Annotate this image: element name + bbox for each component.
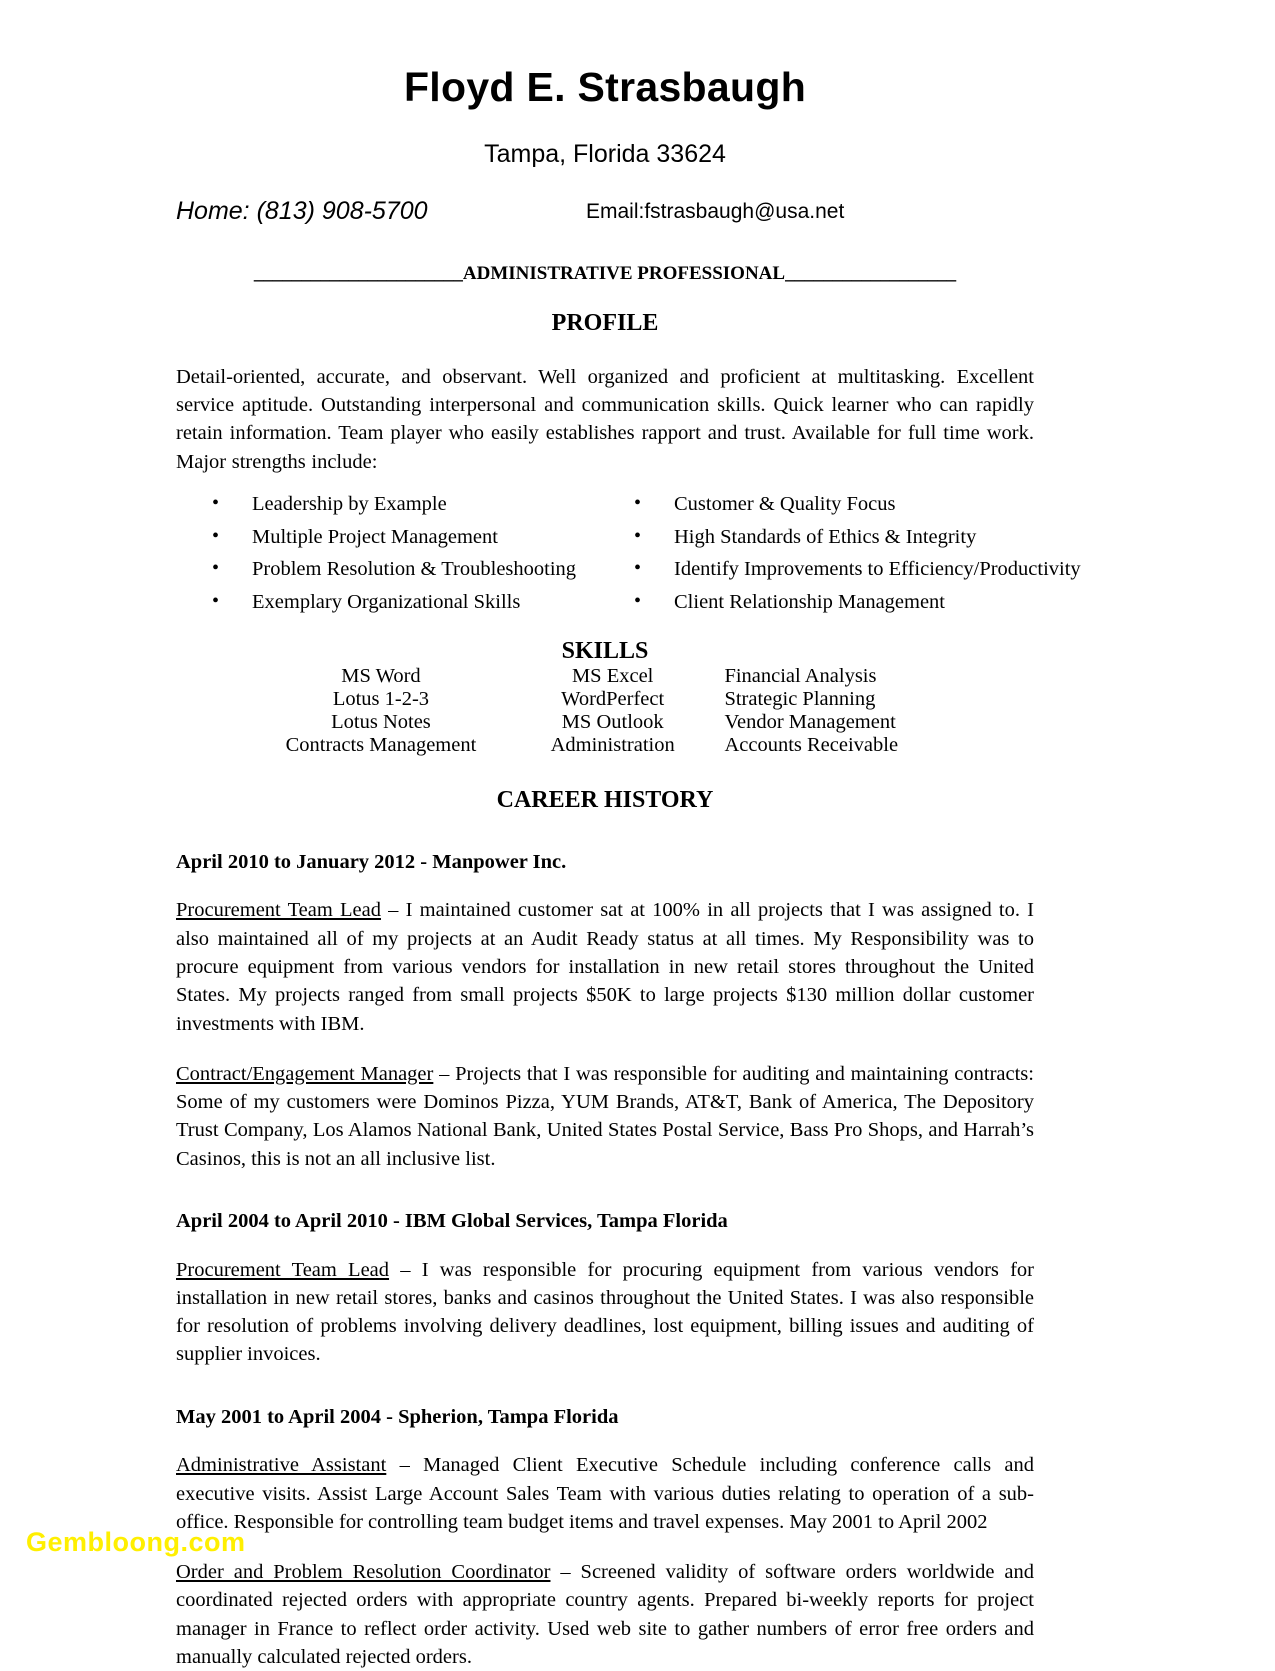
list-item-label: Problem Resolution & Troubleshooting <box>252 558 577 581</box>
candidate-location: Tampa, Florida 33624 <box>484 140 726 169</box>
job-description: – I maintained customer sat at 100% in all projects that I was assigned to. I also maintained all of my projects at an Audit Ready status at all times. My Responsibility was to procure equipment from various vendors for installation in new retail stores throughout the United States. My projects ranged from small projects $50K to large projects $130 million dollar customer investments with IBM. <box>176 899 1035 1035</box>
skills-heading: SKILLS <box>561 638 649 665</box>
home-phone: Home: (813) 908-5700 <box>176 197 428 226</box>
contact-row <box>176 197 1034 243</box>
job-role-title: Administrative Assistant <box>176 1454 387 1477</box>
skill-cell: Lotus 1-2-3 <box>332 687 430 710</box>
skill-cell: MS Excel <box>571 665 654 688</box>
bullet-icon: • <box>634 492 642 515</box>
list-item <box>212 559 596 592</box>
candidate-name: Floyd E. Strasbaugh <box>403 64 807 110</box>
job-entry <box>176 1429 1034 1536</box>
skill-cell: Strategic Planning <box>724 687 876 710</box>
skill-cell: Administration <box>550 733 675 756</box>
bullet-icon: • <box>212 492 220 515</box>
skill-cell: Accounts Receivable <box>724 733 899 756</box>
list-item <box>212 589 596 625</box>
strengths-left-column <box>176 494 596 624</box>
career-history-heading: CAREER HISTORY <box>496 786 714 813</box>
bullet-icon: • <box>634 589 642 612</box>
list-item-label: Customer & Quality Focus <box>674 493 896 516</box>
skills-table <box>255 665 955 757</box>
job-description: – Screened validity of software orders worldwide and coordinated rejected orders with appropriate country agents. Prepared bi-weekly reports for project manager in France to reflect order activity. Used web site to gather numbers of error free orders and manually calculated rejected orders. <box>176 1561 1034 1668</box>
list-item-label: Leadership by Example <box>252 493 447 516</box>
email-address: Email:fstrasbaugh@usa.net <box>586 200 845 224</box>
list-item <box>634 589 1034 625</box>
profile-paragraph: Detail-oriented, accurate, and observant. Well organized and proficient at multitasking. Excellent service aptitude. Outstanding interpersonal and communication skills. Quick learner who can rapidly retain information. Team player who easily establishes rapport and trust. Available for full time work. Major strengths include: <box>176 365 1034 473</box>
job-entry <box>176 1536 1034 1671</box>
job-period-company: May 2001 to April 2004 - Spherion, Tampa Florida <box>176 1405 619 1428</box>
bullet-icon: • <box>634 557 642 580</box>
skill-cell: Vendor Management <box>724 710 896 733</box>
list-item <box>634 557 1081 592</box>
list-item-label: Multiple Project Management <box>252 525 498 548</box>
skill-cell: MS Word <box>341 665 421 688</box>
job-period-company: April 2010 to January 2012 - Manpower Inc. <box>176 850 567 873</box>
skill-cell: WordPerfect <box>561 687 665 710</box>
table-row <box>255 665 955 688</box>
table-row <box>255 711 955 734</box>
job-role-title: Order and Problem Resolution Coordinator <box>176 1561 551 1584</box>
list-item <box>212 524 596 560</box>
profile-heading: PROFILE <box>551 309 659 336</box>
skill-cell: Financial Analysis <box>724 665 877 688</box>
job-entry <box>176 874 1034 1037</box>
skill-cell: MS Outlook <box>561 710 664 733</box>
bullet-icon: • <box>212 557 220 580</box>
list-item <box>634 524 1034 560</box>
skill-cell: Contracts Management <box>285 733 477 756</box>
table-row <box>255 734 955 757</box>
skill-cell: Lotus Notes <box>331 710 431 733</box>
bullet-icon: • <box>212 589 220 612</box>
job-entry <box>176 1234 1034 1369</box>
bullet-icon: • <box>212 524 220 547</box>
strengths-lists <box>176 476 1081 624</box>
job-description: – I was responsible for procuring equipment from various vendors for installation in new retail stores, banks and casinos throughout the United States. I was also responsible for resolution of problems involving delivery deadlines, lost equipment, billing issues and auditing of supplier invoices. <box>176 1258 1034 1366</box>
job-role-title: Procurement Team Lead <box>176 1258 390 1281</box>
list-item-label: Exemplary Organizational Skills <box>252 590 521 613</box>
job-role-title: Contract/Engagement Manager <box>176 1062 434 1085</box>
resume-content <box>176 0 1081 1671</box>
job-entry <box>176 1038 1034 1173</box>
list-item-label: Client Relationship Management <box>674 590 946 613</box>
bullet-icon: • <box>634 524 642 547</box>
job-role-title: Procurement Team Lead <box>176 899 381 922</box>
list-item-label: High Standards of Ethics & Integrity <box>674 525 977 548</box>
job-period-company: April 2004 to April 2010 - IBM Global Services, Tampa Florida <box>176 1209 728 1232</box>
headline-banner: ______________________ADMINISTRATIVE PROFESSIONAL__________________ <box>253 263 957 285</box>
list-item <box>634 494 1034 527</box>
site-watermark: Gembloong.com <box>26 1527 246 1557</box>
list-item <box>212 494 596 527</box>
list-item-label: Identify Improvements to Efficiency/Productivity <box>674 558 1081 581</box>
job-description: – Projects that I was responsible for auditing and maintaining contracts: Some of my customers were Dominos Pizza, YUM Brands, AT&T, Bank of America, The Depository Trust Company, Los Alamos National Bank, United States Postal Service, Bass Pro Shops, and Harrah’s Casinos, this is not an all inclusive list. <box>176 1062 1034 1170</box>
table-row <box>255 688 955 711</box>
strengths-right-column <box>596 492 1081 624</box>
job-description: – Managed Client Executive Schedule including conference calls and executive visits. Assist Large Account Sales Team with various duties relating to operation of a sub-office. Responsible for controlling team budget items and travel expenses. May 2001 to April 2002 <box>176 1454 1034 1533</box>
